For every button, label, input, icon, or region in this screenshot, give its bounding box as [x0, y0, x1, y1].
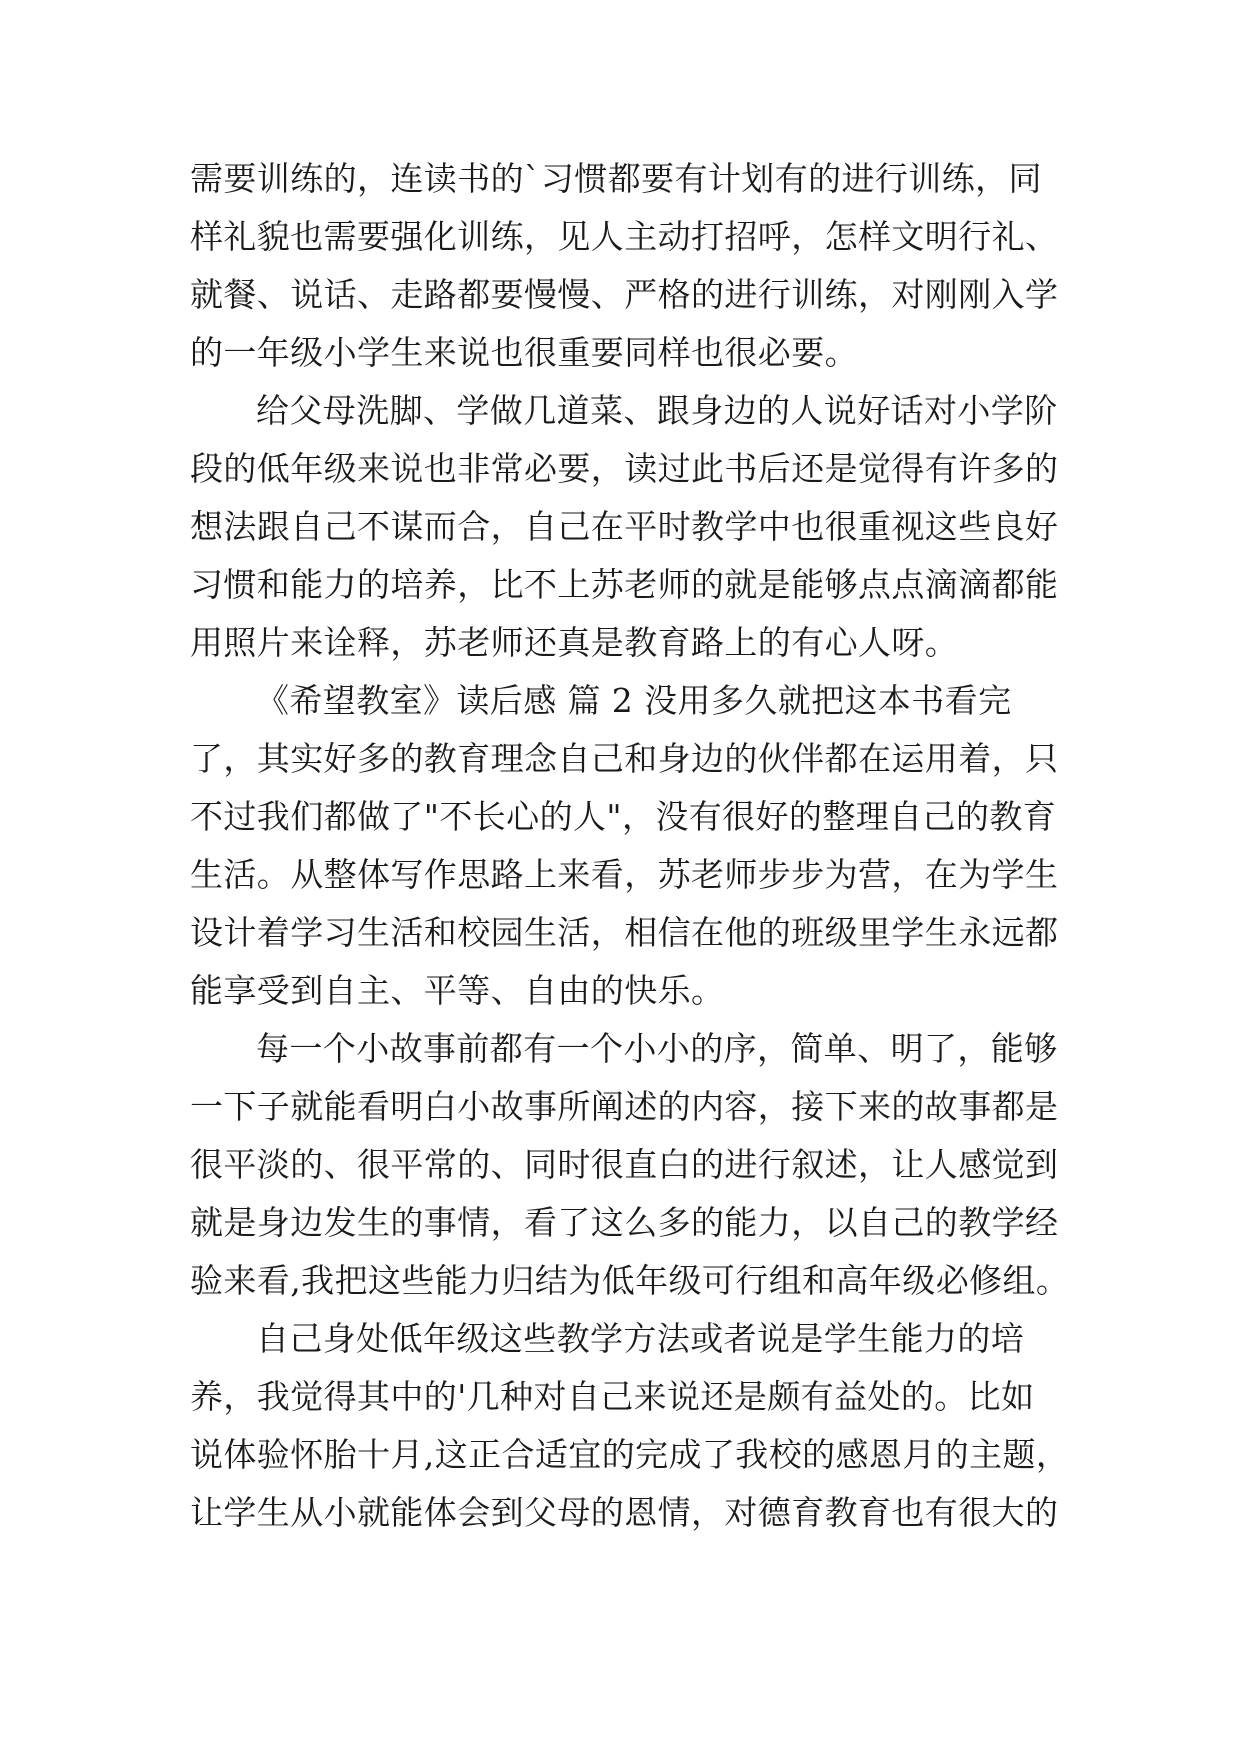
text-line: 让学生从小就能体会到父母的恩情，对德育教育也有很大的 — [190, 1493, 1059, 1532]
paragraph-first-line: 自己身处低年级这些教学方法或者说是学生能力的培 — [256, 1319, 1025, 1358]
text-line: 能享受到自主、平等、自由的快乐。 — [190, 971, 725, 1010]
paragraph-first-line: 给父母洗脚、学做几道菜、跟身边的人说好话对小学阶 — [256, 391, 1058, 430]
document-body — [190, 150, 1070, 1542]
text-line: 需要训练的，连读书的`习惯都要有计划有的进行训练，同 — [190, 159, 1042, 198]
text-line: 的一年级小学生来说也很重要同样也很必要。 — [190, 333, 858, 372]
text-line: 不过我们都做了"不长心的人"，没有很好的整理自己的教育 — [190, 797, 1057, 836]
text-line: 生活。从整体写作思路上来看，苏老师步步为营，在为学生 — [190, 855, 1059, 894]
text-line: 很平淡的、很平常的、同时很直白的进行叙述，让人感觉到 — [190, 1145, 1059, 1184]
text-line: 就是身边发生的事情，看了这么多的能力，以自己的教学经 — [190, 1203, 1059, 1242]
text-line: 就餐、说话、走路都要慢慢、严格的进行训练，对刚刚入学 — [190, 275, 1059, 314]
text-line: 样礼貌也需要强化训练，见人主动打招呼，怎样文明行礼、 — [190, 217, 1059, 256]
text-line: 了，其实好多的教育理念自己和身边的伙伴都在运用着，只 — [190, 739, 1059, 778]
text-line: 设计着学习生活和校园生活，相信在他的班级里学生永远都 — [190, 913, 1059, 952]
text-line: 习惯和能力的培养，比不上苏老师的就是能够点点滴滴都能 — [190, 565, 1059, 604]
text-line: 一下子就能看明白小故事所阐述的内容，接下来的故事都是 — [190, 1087, 1059, 1126]
section-heading-line: 《希望教室》读后感 篇 2 没用多久就把这本书看完 — [256, 681, 1012, 720]
text-line: 用照片来诠释，苏老师还真是教育路上的有心人呀。 — [190, 623, 959, 662]
text-line: 验来看,我把这些能力归结为低年级可行组和高年级必修组。 — [190, 1261, 1070, 1300]
text-line: 养，我觉得其中的'几种对自己来说还是颇有益处的。比如 — [190, 1377, 1035, 1416]
text-line: 段的低年级来说也非常必要，读过此书后还是觉得有许多的 — [190, 449, 1059, 488]
paragraph-first-line: 每一个小故事前都有一个小小的序，简单、明了，能够 — [256, 1029, 1058, 1068]
text-line: 想法跟自己不谋而合，自己在平时教学中也很重视这些良好 — [190, 507, 1059, 546]
text-line: 说体验怀胎十月,这正合适宜的完成了我校的感恩月的主题， — [190, 1435, 1070, 1474]
